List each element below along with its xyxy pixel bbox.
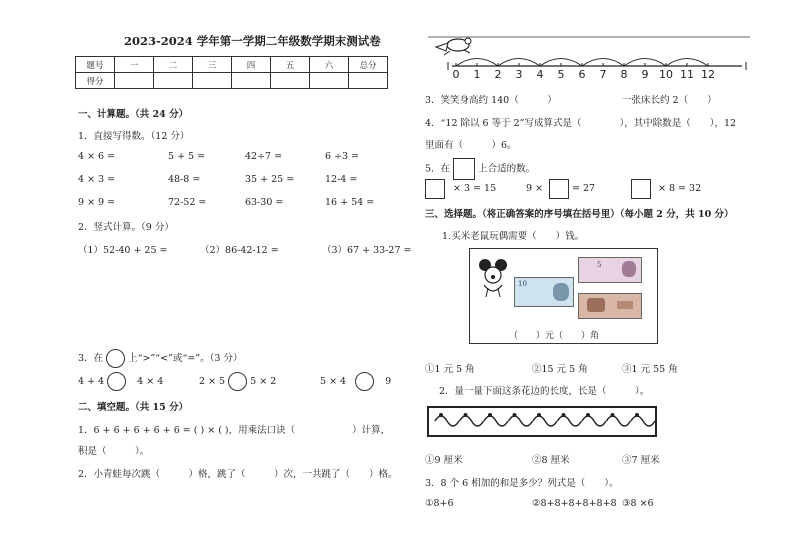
banknote-10-yuan — [514, 277, 574, 307]
choice-option[interactable]: ①1 元 5 角 — [425, 364, 475, 375]
number-line-label: 5 — [557, 68, 565, 81]
choice-option[interactable]: ②8 厘米 — [532, 455, 570, 466]
q3-compare-1 — [78, 372, 163, 391]
score-header-cell: 题号 — [76, 57, 115, 73]
q2-item: （2）86-42-12 = — [200, 245, 279, 256]
q1-item: 42÷7 = — [245, 151, 283, 162]
lace-dot — [586, 413, 590, 417]
fill-q5-eq2-right: = 27 — [572, 183, 596, 194]
lace-dot — [635, 413, 639, 417]
q1-item: 4 × 3 = — [78, 174, 116, 185]
q3-right-expr: 9 — [385, 376, 392, 387]
q1-item: 4 × 6 = — [78, 151, 116, 162]
answer-box[interactable] — [549, 179, 569, 199]
score-table — [75, 56, 388, 89]
q2-item: （1）52-40 + 25 = — [78, 245, 168, 256]
number-line-label: 4 — [536, 68, 544, 81]
square-icon — [453, 158, 475, 180]
fill-q5-eq3: × 8 = 32 — [658, 183, 702, 194]
number-line-label: 10 — [659, 68, 673, 81]
choice-option[interactable]: ①9 厘米 — [425, 455, 463, 466]
q1-title: 1．直接写得数。（12 分） — [78, 131, 190, 142]
choice-option[interactable]: ③8 ×6 — [622, 498, 654, 509]
score-header-cell: 四 — [232, 57, 271, 73]
q3-left-expr: 5 × 4 — [320, 376, 347, 387]
score-header-cell: 三 — [193, 57, 232, 73]
fill-q3-b: 一张床长约 2（ ） — [622, 95, 717, 106]
score-cell[interactable] — [193, 73, 232, 89]
lace-dot — [513, 413, 517, 417]
score-table-header-row — [76, 57, 388, 73]
q1-item: 48-8 = — [168, 174, 201, 185]
mickey-mouse-icon — [476, 257, 510, 299]
choice-option[interactable]: ①8+6 — [425, 498, 454, 509]
choice-q1-title: 1.买米老鼠玩偶需要（ ）钱。 — [442, 231, 585, 242]
choice-option[interactable]: ②15 元 5 角 — [532, 364, 588, 375]
answer-box[interactable] — [425, 179, 445, 199]
fill-q2-line: 2．小青蛙每次跳（ ）格，跳了（ ）次，一共跳了（ ）格。 — [78, 469, 398, 480]
banknote-value: 10 — [518, 280, 527, 288]
q3-left-expr: 2 × 5 — [199, 376, 226, 387]
figures-illustration-icon — [587, 298, 605, 312]
score-cell[interactable] — [115, 73, 154, 89]
fill-q4-line2: 里面有（ ）6。 — [425, 140, 517, 151]
lace-dot — [439, 413, 443, 417]
portrait-icon — [553, 283, 569, 301]
lace-dot — [464, 413, 468, 417]
section-1-title: 一、计算题。（共 24 分） — [78, 109, 189, 120]
fill-q5-eq2-left: 9 × — [526, 183, 544, 194]
q1-item: 6 ÷3 = — [325, 151, 360, 162]
score-cell[interactable] — [349, 73, 388, 89]
q1-item: 12-4 = — [325, 174, 358, 185]
fill-q5-prefix: 5．在 — [425, 163, 451, 175]
fill-q5-title — [425, 158, 535, 180]
score-table-score-row — [76, 73, 388, 89]
score-cell[interactable] — [271, 73, 310, 89]
number-line-label: 2 — [494, 68, 502, 81]
score-header-cell: 一 — [115, 57, 154, 73]
q2-title: 2．竖式计算。（9 分） — [78, 222, 174, 233]
score-header-cell: 总分 — [349, 57, 388, 73]
score-header-cell: 六 — [310, 57, 349, 73]
denomination-mark-icon — [617, 301, 633, 309]
answer-box[interactable] — [631, 179, 651, 199]
lace-dot — [488, 413, 492, 417]
circle-icon — [106, 349, 125, 368]
frog-icon — [436, 38, 471, 55]
number-line-label: 11 — [680, 68, 694, 81]
fill-q1-line2: 积是（ ）。 — [78, 446, 150, 457]
q1-item: 9 × 9 = — [78, 197, 116, 208]
q3-right-expr: 5 × 2 — [250, 376, 277, 387]
fill-q1-line1: 1．6 + 6 + 6 + 6 + 6 = ( ) × ( )，用乘法口诀（ ）计算， — [78, 425, 391, 436]
frog-number-line — [428, 33, 750, 83]
number-line-label: 0 — [452, 68, 460, 81]
fill-q5-suffix: 上合适的数。 — [478, 163, 536, 175]
banknote-5-yuan — [578, 257, 642, 283]
banknote-5-jiao — [578, 293, 642, 319]
q1-item: 16 + 54 = — [325, 197, 375, 208]
score-cell[interactable] — [310, 73, 349, 89]
q1-item: 72-52 = — [168, 197, 207, 208]
money-picture — [469, 248, 658, 344]
number-line-label: 12 — [701, 68, 715, 81]
choice-option[interactable]: ③1 元 55 角 — [622, 364, 678, 375]
choice-option[interactable]: ②8+8+8+8+8+8 — [532, 498, 617, 509]
score-cell[interactable] — [154, 73, 193, 89]
q3-title-suffix: 上“>”“<”或“=”。（3 分） — [128, 353, 243, 364]
score-cell[interactable] — [232, 73, 271, 89]
q1-item: 63-30 = — [245, 197, 284, 208]
q1-item: 35 + 25 = — [245, 174, 295, 185]
choice-q2-title: 2．量一量下面这条花边的长度，长是（ ）。 — [439, 386, 650, 397]
number-line-label: 8 — [620, 68, 628, 81]
q3-left-expr: 4 + 4 — [78, 376, 105, 387]
number-line-label: 7 — [599, 68, 607, 81]
compare-circle-blank[interactable] — [355, 372, 374, 391]
money-caption: （ ）元（ ）角 — [509, 331, 600, 341]
q2-item: （3）67 + 33-27 = — [322, 245, 412, 256]
fill-q3-a: 3．笑笑身高约 140（ ） — [425, 95, 557, 106]
score-row-label: 得分 — [76, 73, 115, 89]
portrait-icon — [622, 261, 636, 277]
lace-border — [427, 406, 657, 437]
number-line-label: 3 — [515, 68, 523, 81]
number-line-label: 9 — [641, 68, 649, 81]
q3-right-expr: 4 × 4 — [137, 376, 164, 387]
fill-q5-eq1: × 3 = 15 — [453, 183, 497, 194]
number-line-label: 1 — [473, 68, 481, 81]
lace-dot — [537, 413, 541, 417]
lace-dot — [611, 413, 615, 417]
page-title: 2023-2024 学年第一学期二年级数学期末测试卷 — [124, 34, 381, 48]
q3-compare-3 — [320, 372, 391, 391]
q1-item: 5 + 5 = — [168, 151, 206, 162]
q3-title — [78, 349, 242, 368]
lace-dot — [562, 413, 566, 417]
q3-compare-2 — [199, 372, 276, 391]
choice-option[interactable]: ③7 厘米 — [622, 455, 660, 466]
choice-q3-title: 3．8 个 6 相加的和是多少？列式是（ ）。 — [425, 478, 619, 489]
q3-title-prefix: 3．在 — [78, 353, 104, 364]
compare-circle-blank[interactable] — [228, 372, 247, 391]
fill-q4-line1: 4．“12 除以 6 等于 2”写成算式是（ ），其中除数是（ ），12 — [425, 118, 737, 129]
section-2-title: 二、填空题。（共 15 分） — [78, 402, 189, 413]
section-3-title: 三、选择题。（将正确答案的序号填在括号里）（每小题 2 分，共 10 分） — [425, 209, 734, 220]
banknote-value: 5 — [597, 261, 602, 269]
score-header-cell: 五 — [271, 57, 310, 73]
score-header-cell: 二 — [154, 57, 193, 73]
compare-circle-blank[interactable] — [107, 372, 126, 391]
number-line-label: 6 — [578, 68, 586, 81]
